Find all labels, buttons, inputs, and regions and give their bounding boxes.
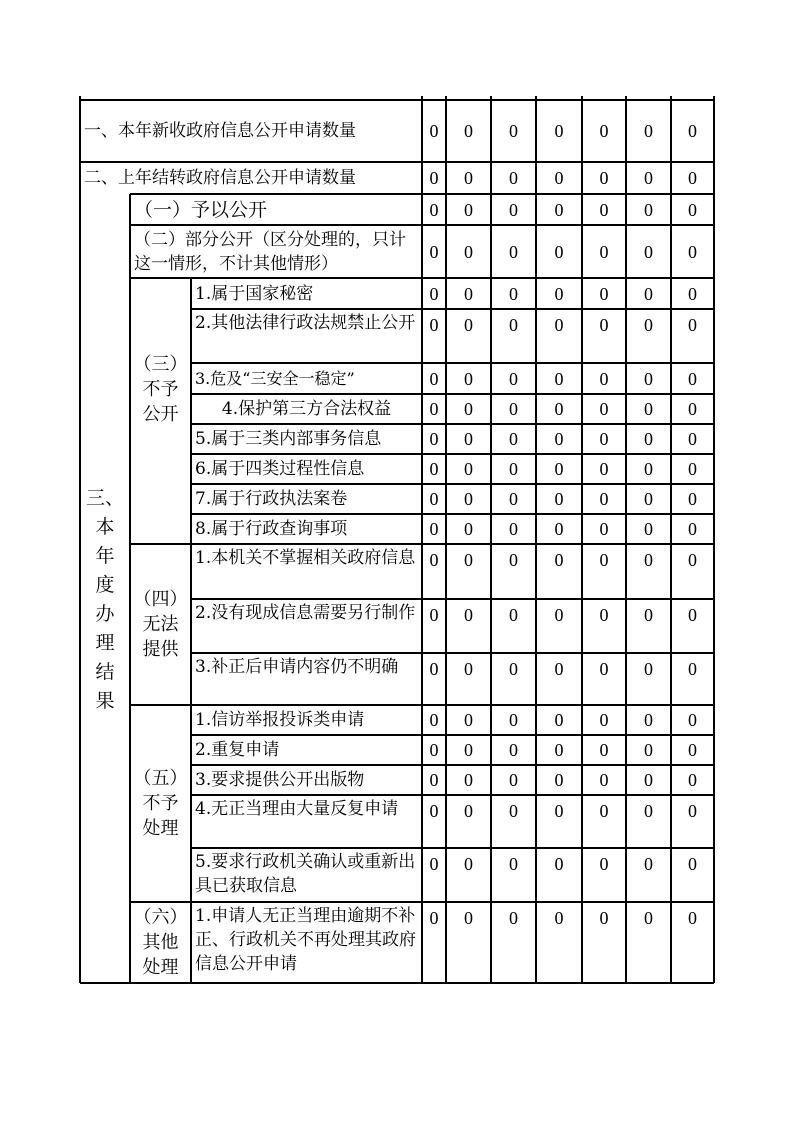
- value-cell: 0: [464, 770, 473, 790]
- value-cell: 0: [688, 489, 697, 509]
- value-cell: 0: [509, 854, 518, 874]
- value-cell: 0: [599, 605, 609, 625]
- group-label-nondisclose: [130, 256, 191, 522]
- value-cell: 0: [509, 399, 518, 419]
- value-cell: 0: [599, 710, 609, 730]
- value-cell: 0: [644, 659, 653, 679]
- value-cell: 0: [429, 399, 439, 419]
- value-cell: 0: [599, 770, 609, 790]
- section-label-annual-results: [80, 194, 130, 983]
- value-cell: 0: [429, 854, 439, 874]
- value-cell: 0: [429, 459, 439, 479]
- value-cell: 0: [688, 429, 697, 449]
- value-cell: 0: [644, 168, 653, 188]
- value-cell: 0: [509, 550, 518, 570]
- value-cell: 0: [644, 315, 653, 335]
- value-cell: 0: [599, 121, 609, 141]
- value-cell: 0: [554, 199, 564, 220]
- grid-line-horizontal: [191, 362, 714, 363]
- grid-line-horizontal: [191, 308, 714, 309]
- value-cell: 0: [429, 659, 439, 679]
- value-cell: 0: [509, 283, 518, 304]
- value-cell: 0: [554, 770, 564, 790]
- value-cell: 0: [688, 283, 697, 304]
- value-cell: 0: [644, 199, 653, 220]
- value-cell: 0: [464, 801, 473, 821]
- section-label-char: 办: [95, 603, 115, 625]
- value-cell: 0: [644, 605, 653, 625]
- value-cell: 0: [429, 283, 439, 304]
- grid-line-vertical: [713, 96, 714, 983]
- value-cell: 0: [644, 368, 653, 389]
- section-label-char: 三、: [85, 487, 124, 509]
- value-cell: 0: [688, 168, 697, 188]
- value-cell: 0: [644, 283, 653, 304]
- row-label: 1.申请人无正当理由逾期不补正、行政机关不再处理其政府信息公开申请: [195, 906, 416, 974]
- value-cell: 0: [464, 399, 473, 419]
- value-cell: 0: [599, 199, 609, 220]
- value-cell: 0: [429, 770, 439, 790]
- grid-line-vertical: [190, 278, 191, 983]
- grid-line-horizontal: [191, 598, 714, 599]
- value-cell: 0: [464, 710, 473, 730]
- row-label: 一、本年新收政府信息公开申请数量: [84, 121, 356, 141]
- value-cell: 0: [429, 489, 439, 509]
- grid-line-vertical: [535, 96, 536, 983]
- value-cell: 0: [554, 550, 564, 570]
- section-label-char: 理: [95, 632, 115, 654]
- grid-line-horizontal: [130, 277, 191, 278]
- grid-line-horizontal: [191, 393, 714, 394]
- value-cell: 0: [688, 121, 697, 141]
- value-cell: 0: [464, 459, 473, 479]
- row-label: 7.属于行政执法案卷: [195, 489, 348, 509]
- value-cell: 0: [429, 740, 439, 760]
- value-cell: 0: [509, 168, 518, 188]
- value-cell: 0: [599, 368, 609, 389]
- value-cell: 0: [599, 459, 609, 479]
- value-cell: 0: [599, 854, 609, 874]
- value-cell: 0: [688, 740, 697, 760]
- grid-line-horizontal: [191, 704, 714, 705]
- value-cell: 0: [688, 710, 697, 730]
- row-label: 3.补正后申请内容仍不明确: [195, 657, 399, 677]
- value-cell: 0: [464, 854, 473, 874]
- value-cell: 0: [688, 908, 697, 928]
- disclosure-results-table: [80, 0, 714, 983]
- value-cell: 0: [599, 168, 609, 188]
- value-cell: 0: [644, 399, 653, 419]
- value-cell: 0: [688, 770, 697, 790]
- group-label-line: 不予: [142, 793, 179, 814]
- section-label-char: 结: [95, 661, 115, 683]
- value-cell: 0: [554, 315, 564, 335]
- value-cell: 0: [644, 801, 653, 821]
- value-cell: 0: [644, 908, 653, 928]
- grid-line-vertical: [625, 96, 626, 983]
- value-cell: 0: [599, 315, 609, 335]
- section-label-char: 本: [95, 516, 115, 538]
- value-cell: 0: [509, 801, 518, 821]
- value-cell: 0: [464, 429, 473, 449]
- value-cell: 0: [464, 241, 473, 262]
- value-cell: 0: [688, 459, 697, 479]
- value-cell: 0: [688, 368, 697, 389]
- value-cell: 0: [509, 489, 518, 509]
- row-label: 1.信访举报投诉类申请: [195, 710, 365, 730]
- row-label: 1.本机关不掌握相关政府信息: [195, 548, 416, 568]
- value-cell: 0: [644, 519, 653, 539]
- grid-line-vertical: [129, 194, 130, 983]
- value-cell: 0: [599, 283, 609, 304]
- row-label: 2.重复申请: [195, 740, 280, 760]
- value-cell: 0: [644, 121, 653, 141]
- value-cell: 0: [554, 241, 564, 262]
- value-cell: 0: [509, 121, 518, 141]
- value-cell: 0: [464, 283, 473, 304]
- value-cell: 0: [599, 241, 609, 262]
- value-cell: 0: [464, 659, 473, 679]
- value-cell: 0: [688, 199, 697, 220]
- group-label-line: （三）: [133, 353, 188, 375]
- value-cell: 0: [644, 740, 653, 760]
- value-cell: 0: [554, 459, 564, 479]
- group-label-other: [130, 902, 191, 983]
- value-cell: 0: [464, 550, 473, 570]
- value-cell: 0: [464, 368, 473, 389]
- grid-line-horizontal: [191, 794, 714, 795]
- grid-line-vertical: [79, 96, 80, 983]
- grid-line-horizontal: [191, 543, 714, 544]
- value-cell: 0: [464, 489, 473, 509]
- section-label-char: 年: [95, 545, 115, 567]
- value-cell: 0: [599, 489, 609, 509]
- grid-line-horizontal: [130, 543, 191, 544]
- grid-line-horizontal: [191, 423, 714, 424]
- value-cell: 0: [644, 770, 653, 790]
- value-cell: 0: [429, 550, 439, 570]
- value-cell: 0: [509, 519, 518, 539]
- grid-line-horizontal: [191, 483, 714, 484]
- value-cell: 0: [644, 854, 653, 874]
- group-label-line: （四）: [133, 589, 188, 610]
- value-cell: 0: [554, 121, 564, 141]
- value-cell: 0: [429, 241, 439, 262]
- value-cell: 0: [688, 605, 697, 625]
- value-cell: 0: [429, 315, 439, 335]
- row-label: 3.危及“三安全一稳定”: [195, 368, 355, 388]
- row-label: （一）予以公开: [134, 198, 268, 221]
- value-cell: 0: [554, 854, 564, 874]
- value-cell: 0: [554, 283, 564, 304]
- value-cell: 0: [554, 908, 564, 928]
- value-cell: 0: [509, 199, 518, 220]
- value-cell: 0: [688, 550, 697, 570]
- value-cell: 0: [688, 519, 697, 539]
- row-label: 3.要求提供公开出版物: [195, 770, 365, 790]
- value-cell: 0: [509, 605, 518, 625]
- value-cell: 0: [599, 429, 609, 449]
- grid-line-horizontal: [191, 734, 714, 735]
- value-cell: 0: [554, 429, 564, 449]
- row-label: 5.要求行政机关确认或重新出具已获取信息: [195, 852, 416, 896]
- value-cell: 0: [554, 168, 564, 188]
- value-cell: 0: [429, 429, 439, 449]
- row-label: 4.无正当理由大量反复申请: [195, 799, 399, 819]
- group-label-line: 公开: [142, 403, 179, 425]
- value-cell: 0: [554, 399, 564, 419]
- value-cell: 0: [554, 801, 564, 821]
- section-label-char: 度: [95, 574, 115, 596]
- grid-line-horizontal: [80, 161, 714, 162]
- row-label: 4.保护第三方合法权益: [221, 399, 392, 419]
- grid-line-horizontal: [191, 513, 714, 514]
- group-label-unable: [130, 544, 191, 705]
- value-cell: 0: [554, 605, 564, 625]
- value-cell: 0: [644, 550, 653, 570]
- value-cell: 0: [688, 659, 697, 679]
- group-label-line: 提供: [142, 639, 179, 660]
- value-cell: 0: [509, 659, 518, 679]
- row-label: 二、上年结转政府信息公开申请数量: [84, 168, 356, 188]
- grid-line-horizontal: [130, 704, 191, 705]
- value-cell: 0: [644, 489, 653, 509]
- value-cell: 0: [688, 241, 697, 262]
- value-cell: 0: [429, 121, 439, 141]
- value-cell: 0: [688, 399, 697, 419]
- value-cell: 0: [464, 908, 473, 928]
- grid-line-vertical: [490, 96, 491, 983]
- value-cell: 0: [509, 241, 518, 262]
- grid-line-horizontal: [191, 277, 714, 278]
- row-label: 2.没有现成信息需要另行制作: [195, 603, 416, 623]
- section-label-char: 果: [95, 690, 115, 712]
- grid-line-horizontal: [191, 847, 714, 848]
- value-cell: 0: [554, 659, 564, 679]
- grid-line-vertical: [421, 96, 422, 983]
- value-cell: 0: [599, 908, 609, 928]
- value-cell: 0: [599, 550, 609, 570]
- value-cell: 0: [509, 368, 518, 389]
- value-cell: 0: [509, 740, 518, 760]
- grid-line-vertical: [581, 96, 582, 983]
- value-cell: 0: [429, 908, 439, 928]
- value-cell: 0: [554, 740, 564, 760]
- row-label: 8.属于行政查询事项: [195, 519, 348, 539]
- value-cell: 0: [599, 399, 609, 419]
- value-cell: 0: [429, 801, 439, 821]
- grid-line-horizontal: [80, 99, 714, 100]
- grid-line-horizontal: [130, 901, 191, 902]
- value-cell: 0: [509, 315, 518, 335]
- group-label-line: 不予: [142, 378, 179, 400]
- group-label-notprocessed: [130, 705, 191, 902]
- value-cell: 0: [554, 710, 564, 730]
- value-cell: 0: [429, 519, 439, 539]
- value-cell: 0: [429, 168, 439, 188]
- value-cell: 0: [509, 770, 518, 790]
- grid-line-horizontal: [191, 764, 714, 765]
- value-cell: 0: [599, 740, 609, 760]
- value-cell: 0: [554, 368, 564, 389]
- row-label: 5.属于三类内部事务信息: [195, 429, 382, 449]
- value-cell: 0: [509, 908, 518, 928]
- value-cell: 0: [688, 854, 697, 874]
- value-cell: 0: [599, 519, 609, 539]
- row-label: （二）部分公开（区分处理的，只计这一情形，不计其他情形）: [134, 229, 406, 274]
- grid-line-horizontal: [191, 901, 714, 902]
- value-cell: 0: [644, 459, 653, 479]
- value-cell: 0: [644, 429, 653, 449]
- value-cell: 0: [509, 459, 518, 479]
- group-label-line: 处理: [142, 957, 179, 978]
- value-cell: 0: [429, 710, 439, 730]
- value-cell: 0: [464, 168, 473, 188]
- row-label: 2.其他法律行政法规禁止公开: [195, 313, 416, 333]
- value-cell: 0: [464, 315, 473, 335]
- grid-line-horizontal: [191, 453, 714, 454]
- value-cell: 0: [554, 519, 564, 539]
- grid-line-vertical: [445, 96, 446, 983]
- value-cell: 0: [599, 801, 609, 821]
- value-cell: 0: [429, 368, 439, 389]
- value-cell: 0: [644, 241, 653, 262]
- group-label-line: 其他: [142, 932, 179, 953]
- value-cell: 0: [464, 199, 473, 220]
- value-cell: 0: [509, 429, 518, 449]
- value-cell: 0: [464, 519, 473, 539]
- value-cell: 0: [464, 740, 473, 760]
- group-label-line: 处理: [142, 818, 179, 839]
- group-label-line: （五）: [133, 768, 188, 789]
- grid-line-horizontal: [191, 652, 714, 653]
- value-cell: 0: [509, 710, 518, 730]
- value-cell: 0: [554, 489, 564, 509]
- row-label: 6.属于四类过程性信息: [195, 459, 365, 479]
- value-cell: 0: [464, 121, 473, 141]
- row-label: 1.属于国家秘密: [195, 283, 314, 304]
- value-cell: 0: [429, 605, 439, 625]
- value-cell: 0: [688, 315, 697, 335]
- group-label-line: 无法: [142, 614, 179, 635]
- value-cell: 0: [464, 605, 473, 625]
- value-cell: 0: [644, 710, 653, 730]
- group-label-line: （六）: [133, 907, 188, 928]
- value-cell: 0: [599, 659, 609, 679]
- value-cell: 0: [688, 801, 697, 821]
- grid-line-vertical: [670, 96, 671, 983]
- value-cell: 0: [429, 199, 439, 220]
